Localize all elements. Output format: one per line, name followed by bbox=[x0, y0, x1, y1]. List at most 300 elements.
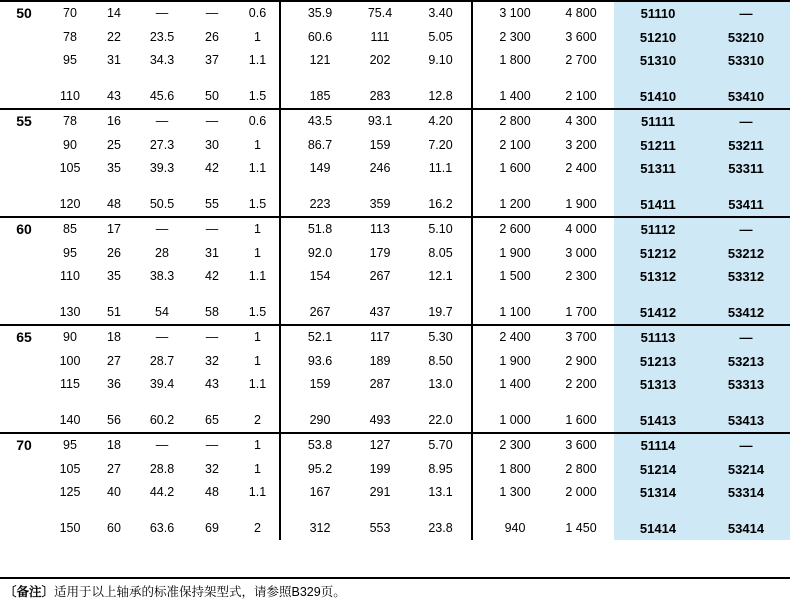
cell-height: 40 bbox=[107, 485, 121, 499]
cell-limiting-speed-oil: 3 600 bbox=[548, 433, 614, 458]
cell-spacer bbox=[548, 505, 614, 517]
cell-bearing-number-single: 51210 bbox=[614, 26, 702, 50]
cell-basic-static-load: 283 bbox=[369, 88, 391, 103]
cell-allowable-axial-load: 5.05 bbox=[410, 26, 472, 50]
cell-gap-1 bbox=[280, 134, 290, 158]
cell-outer-diameter: 150 bbox=[59, 520, 81, 535]
cell-limiting-speed-oil: 3 600 bbox=[565, 29, 597, 44]
cell-limiting-speed-oil: 1 700 bbox=[565, 304, 597, 319]
cell-gap-1 bbox=[280, 350, 290, 374]
cell-d1: — bbox=[136, 217, 188, 242]
cell-bore-diameter bbox=[0, 157, 48, 181]
cell-bore-diameter: 55 bbox=[0, 109, 48, 134]
cell-chamfer: 1 bbox=[236, 325, 280, 350]
cell-gap-2 bbox=[472, 265, 482, 289]
cell-basic-static-load: 493 bbox=[369, 412, 391, 427]
cell-basic-static-load: 199 bbox=[369, 461, 391, 476]
cell-basic-static-load: 287 bbox=[369, 377, 391, 391]
cell-limiting-speed-grease: 1 600 bbox=[499, 161, 531, 175]
cell-basic-static-load: 75.4 bbox=[350, 1, 410, 26]
table-row bbox=[0, 325, 790, 350]
cell-limiting-speed-grease: 1 800 bbox=[499, 53, 531, 67]
cell-limiting-speed-oil: 4 300 bbox=[548, 109, 614, 134]
cell-spacer bbox=[482, 289, 548, 301]
cell-gap-2 bbox=[472, 373, 482, 397]
cell-spacer bbox=[236, 397, 280, 409]
row-spacer bbox=[0, 505, 790, 517]
cell-spacer bbox=[702, 397, 790, 409]
cell-basic-dynamic-load: 159 bbox=[309, 377, 331, 391]
cell-d2: 26 bbox=[205, 29, 219, 44]
cell-d2: 32 bbox=[205, 461, 219, 476]
cell-limiting-speed-oil: 3 200 bbox=[565, 137, 597, 152]
footer-note-text: 适用于以上轴承的标准保持架型式，请参照B329页。 bbox=[54, 585, 346, 599]
cell-basic-dynamic-load: 267 bbox=[309, 304, 331, 319]
cell-allowable-axial-load: 12.8 bbox=[410, 85, 472, 110]
cell-allowable-axial-load: 5.10 bbox=[410, 217, 472, 242]
cell-limiting-speed-oil: 2 000 bbox=[565, 485, 597, 499]
cell-limiting-speed-oil: 2 800 bbox=[565, 461, 597, 476]
cell-chamfer: 0.6 bbox=[236, 109, 280, 134]
cell-bearing-number-double: 53414 bbox=[702, 517, 790, 541]
cell-bore-diameter bbox=[0, 350, 48, 374]
cell-height: 36 bbox=[107, 377, 121, 391]
cell-height: 18 bbox=[92, 433, 136, 458]
cell-spacer bbox=[136, 397, 188, 409]
cell-gap-2 bbox=[472, 325, 482, 350]
cell-bore-diameter bbox=[0, 26, 48, 50]
cell-bearing-number-double: 53311 bbox=[702, 157, 790, 181]
cell-bearing-number-double: — bbox=[702, 433, 790, 458]
cell-spacer bbox=[702, 289, 790, 301]
cell-allowable-axial-load: 16.2 bbox=[410, 193, 472, 218]
cell-d1: — bbox=[136, 325, 188, 350]
table-body bbox=[0, 1, 790, 540]
cell-chamfer: 0.6 bbox=[236, 1, 280, 26]
cell-bearing-number-double: — bbox=[702, 109, 790, 134]
cell-gap-1 bbox=[280, 325, 290, 350]
cell-allowable-axial-load: 13.1 bbox=[410, 481, 472, 505]
cell-bearing-number-double: 53312 bbox=[702, 265, 790, 289]
cell-d1: 50.5 bbox=[149, 196, 175, 211]
cell-limiting-speed-grease: 1 400 bbox=[499, 377, 531, 391]
cell-bore-diameter bbox=[0, 373, 48, 397]
cell-limiting-speed-oil: 1 600 bbox=[565, 412, 597, 427]
cell-chamfer: 1 bbox=[236, 242, 280, 266]
cell-gap-2 bbox=[472, 433, 482, 458]
cell-limiting-speed-oil: 1 900 bbox=[565, 196, 597, 211]
cell-d2: — bbox=[188, 217, 236, 242]
cell-d1: 28.7 bbox=[149, 353, 175, 368]
cell-gap-2 bbox=[472, 1, 482, 26]
cell-spacer bbox=[136, 181, 188, 193]
cell-height: 51 bbox=[107, 304, 121, 319]
cell-gap-2 bbox=[472, 134, 482, 158]
cell-basic-dynamic-load: 290 bbox=[309, 412, 331, 427]
cell-bearing-number-single: 51313 bbox=[614, 373, 702, 397]
cell-d1: 54 bbox=[155, 304, 169, 319]
cell-spacer bbox=[188, 505, 236, 517]
cell-bore-diameter bbox=[0, 193, 48, 218]
cell-bearing-number-double: 53313 bbox=[702, 373, 790, 397]
cell-spacer bbox=[290, 181, 350, 193]
cell-bearing-number-single: 51310 bbox=[614, 49, 702, 73]
cell-bearing-number-single: 51213 bbox=[614, 350, 702, 374]
cell-spacer bbox=[350, 289, 410, 301]
cell-spacer bbox=[92, 505, 136, 517]
cell-d1: 39.3 bbox=[149, 161, 175, 175]
cell-allowable-axial-load: 9.10 bbox=[410, 49, 472, 73]
cell-outer-diameter: 85 bbox=[48, 217, 92, 242]
cell-basic-static-load: 159 bbox=[369, 137, 391, 152]
cell-bearing-number-single: 51311 bbox=[614, 157, 702, 181]
table-row bbox=[0, 193, 790, 218]
cell-basic-dynamic-load: 185 bbox=[309, 88, 331, 103]
cell-bore-diameter bbox=[0, 409, 48, 434]
cell-bore-diameter: 60 bbox=[0, 217, 48, 242]
cell-bearing-number-single: 51211 bbox=[614, 134, 702, 158]
cell-outer-diameter: 90 bbox=[63, 137, 77, 152]
cell-limiting-speed-oil: 3 000 bbox=[565, 245, 597, 260]
table-row bbox=[0, 481, 790, 505]
cell-d1: — bbox=[136, 1, 188, 26]
cell-spacer bbox=[92, 397, 136, 409]
cell-allowable-axial-load: 5.70 bbox=[410, 433, 472, 458]
cell-bore-diameter bbox=[0, 134, 48, 158]
cell-spacer bbox=[482, 181, 548, 193]
cell-gap-2 bbox=[472, 85, 482, 110]
cell-spacer bbox=[136, 505, 188, 517]
cell-bearing-number-double: — bbox=[702, 217, 790, 242]
cell-basic-dynamic-load: 86.7 bbox=[307, 137, 333, 152]
cell-basic-dynamic-load: 154 bbox=[309, 269, 331, 283]
cell-height: 35 bbox=[107, 269, 121, 283]
cell-basic-dynamic-load: 43.5 bbox=[290, 109, 350, 134]
cell-spacer bbox=[0, 181, 48, 193]
cell-height: 27 bbox=[107, 353, 121, 368]
cell-spacer bbox=[188, 181, 236, 193]
cell-basic-static-load: 113 bbox=[350, 217, 410, 242]
cell-chamfer: 1.5 bbox=[236, 193, 280, 218]
cell-basic-dynamic-load: 95.2 bbox=[307, 461, 333, 476]
cell-gap-1 bbox=[280, 409, 290, 434]
cell-basic-static-load: 202 bbox=[369, 53, 391, 67]
cell-outer-diameter: 95 bbox=[63, 53, 77, 67]
cell-bearing-number-double: 53410 bbox=[702, 85, 790, 110]
cell-gap-2 bbox=[472, 242, 482, 266]
cell-bore-diameter bbox=[0, 265, 48, 289]
cell-height: 56 bbox=[107, 412, 121, 427]
cell-outer-diameter: 70 bbox=[48, 1, 92, 26]
cell-spacer bbox=[472, 73, 482, 85]
cell-spacer bbox=[48, 289, 92, 301]
cell-outer-diameter: 105 bbox=[59, 161, 81, 175]
cell-bearing-number-double: 53413 bbox=[702, 409, 790, 434]
cell-bore-diameter bbox=[0, 517, 48, 541]
cell-spacer bbox=[702, 73, 790, 85]
cell-spacer bbox=[280, 289, 290, 301]
cell-allowable-axial-load: 8.95 bbox=[410, 458, 472, 482]
cell-spacer bbox=[472, 505, 482, 517]
cell-gap-1 bbox=[280, 26, 290, 50]
cell-limiting-speed-oil: 2 400 bbox=[565, 161, 597, 175]
cell-gap-1 bbox=[280, 481, 290, 505]
cell-chamfer: 1 bbox=[236, 217, 280, 242]
cell-spacer bbox=[410, 505, 472, 517]
cell-gap-1 bbox=[280, 373, 290, 397]
cell-limiting-speed-grease: 2 400 bbox=[482, 325, 548, 350]
footer-note-label: 〔备注〕 bbox=[4, 585, 55, 599]
cell-allowable-axial-load: 19.7 bbox=[410, 301, 472, 326]
footer-note bbox=[0, 577, 790, 603]
table-row bbox=[0, 49, 790, 73]
cell-spacer bbox=[472, 289, 482, 301]
cell-spacer bbox=[136, 73, 188, 85]
cell-spacer bbox=[702, 181, 790, 193]
cell-bore-diameter: 70 bbox=[0, 433, 48, 458]
cell-gap-1 bbox=[280, 1, 290, 26]
cell-height: 16 bbox=[92, 109, 136, 134]
table-row bbox=[0, 458, 790, 482]
cell-d1: 60.2 bbox=[149, 412, 175, 427]
table-row bbox=[0, 134, 790, 158]
cell-d1: 39.4 bbox=[149, 377, 175, 391]
cell-bearing-number-single: 51413 bbox=[614, 409, 702, 434]
cell-outer-diameter: 78 bbox=[63, 29, 77, 44]
cell-d1: — bbox=[136, 433, 188, 458]
cell-bearing-number-single: 51314 bbox=[614, 481, 702, 505]
cell-spacer bbox=[482, 73, 548, 85]
cell-basic-static-load: 437 bbox=[369, 304, 391, 319]
cell-basic-dynamic-load: 51.8 bbox=[290, 217, 350, 242]
cell-gap-2 bbox=[472, 301, 482, 326]
cell-limiting-speed-grease: 1 500 bbox=[499, 269, 531, 283]
cell-spacer bbox=[290, 397, 350, 409]
cell-bearing-number-single: 51410 bbox=[614, 85, 702, 110]
cell-limiting-speed-grease: 2 600 bbox=[482, 217, 548, 242]
cell-chamfer: 1.1 bbox=[236, 481, 280, 505]
cell-chamfer: 1.1 bbox=[236, 49, 280, 73]
cell-d2: 65 bbox=[205, 412, 219, 427]
cell-limiting-speed-grease: 1 800 bbox=[499, 461, 531, 476]
cell-bore-diameter bbox=[0, 85, 48, 110]
cell-chamfer: 1.1 bbox=[236, 373, 280, 397]
cell-limiting-speed-grease: 2 300 bbox=[482, 433, 548, 458]
cell-spacer bbox=[548, 289, 614, 301]
cell-bearing-number-single: 51414 bbox=[614, 517, 702, 541]
cell-limiting-speed-oil: 1 450 bbox=[565, 520, 597, 535]
table-row bbox=[0, 373, 790, 397]
table-row bbox=[0, 1, 790, 26]
cell-spacer bbox=[472, 397, 482, 409]
cell-outer-diameter: 100 bbox=[59, 353, 81, 368]
cell-basic-static-load: 179 bbox=[369, 245, 391, 260]
cell-allowable-axial-load: 12.1 bbox=[410, 265, 472, 289]
cell-spacer bbox=[482, 505, 548, 517]
cell-d2: — bbox=[188, 325, 236, 350]
cell-outer-diameter: 95 bbox=[63, 245, 77, 260]
cell-bearing-number-single: 51113 bbox=[614, 325, 702, 350]
cell-spacer bbox=[48, 73, 92, 85]
cell-gap-1 bbox=[280, 49, 290, 73]
cell-gap-2 bbox=[472, 517, 482, 541]
cell-spacer bbox=[410, 73, 472, 85]
cell-d1: 63.6 bbox=[149, 520, 175, 535]
cell-limiting-speed-grease: 1 900 bbox=[499, 353, 531, 368]
cell-basic-dynamic-load: 93.6 bbox=[307, 353, 333, 368]
cell-spacer bbox=[92, 289, 136, 301]
cell-bearing-number-double: 53212 bbox=[702, 242, 790, 266]
cell-spacer bbox=[614, 73, 702, 85]
cell-limiting-speed-grease: 1 100 bbox=[499, 304, 531, 319]
cell-allowable-axial-load: 8.05 bbox=[410, 242, 472, 266]
cell-chamfer: 1.5 bbox=[236, 85, 280, 110]
cell-bore-diameter bbox=[0, 301, 48, 326]
cell-chamfer: 1 bbox=[236, 350, 280, 374]
cell-bearing-number-double: 53412 bbox=[702, 301, 790, 326]
cell-limiting-speed-grease: 3 100 bbox=[482, 1, 548, 26]
cell-d1: 45.6 bbox=[149, 88, 175, 103]
cell-bearing-number-double: — bbox=[702, 325, 790, 350]
cell-limiting-speed-grease: 2 300 bbox=[499, 29, 531, 44]
cell-height: 18 bbox=[92, 325, 136, 350]
cell-d2: 50 bbox=[205, 88, 219, 103]
cell-basic-static-load: 111 bbox=[370, 29, 390, 44]
cell-bearing-number-double: 53310 bbox=[702, 49, 790, 73]
cell-outer-diameter: 78 bbox=[48, 109, 92, 134]
cell-spacer bbox=[290, 73, 350, 85]
cell-d1: 38.3 bbox=[149, 269, 175, 283]
cell-d2: 31 bbox=[205, 245, 219, 260]
cell-spacer bbox=[614, 289, 702, 301]
cell-d1: 34.3 bbox=[149, 53, 175, 67]
cell-spacer bbox=[350, 505, 410, 517]
cell-d1: 28.8 bbox=[149, 461, 175, 476]
cell-gap-2 bbox=[472, 109, 482, 134]
cell-basic-static-load: 127 bbox=[350, 433, 410, 458]
cell-d1: 27.3 bbox=[149, 137, 175, 152]
cell-gap-1 bbox=[280, 157, 290, 181]
table-row bbox=[0, 217, 790, 242]
cell-gap-1 bbox=[280, 242, 290, 266]
cell-allowable-axial-load: 5.30 bbox=[410, 325, 472, 350]
cell-gap-1 bbox=[280, 217, 290, 242]
table-row bbox=[0, 265, 790, 289]
cell-limiting-speed-oil: 2 300 bbox=[565, 269, 597, 283]
cell-bore-diameter bbox=[0, 49, 48, 73]
table-row bbox=[0, 409, 790, 434]
cell-chamfer: 2 bbox=[236, 409, 280, 434]
cell-basic-dynamic-load: 53.8 bbox=[290, 433, 350, 458]
cell-bore-diameter bbox=[0, 481, 48, 505]
cell-gap-1 bbox=[280, 193, 290, 218]
cell-spacer bbox=[548, 181, 614, 193]
cell-allowable-axial-load: 13.0 bbox=[410, 373, 472, 397]
cell-spacer bbox=[614, 505, 702, 517]
cell-spacer bbox=[0, 397, 48, 409]
cell-limiting-speed-oil: 2 200 bbox=[565, 377, 597, 391]
cell-gap-2 bbox=[472, 409, 482, 434]
row-spacer bbox=[0, 397, 790, 409]
cell-d1: 28 bbox=[155, 245, 169, 260]
cell-bearing-number-double: 53210 bbox=[702, 26, 790, 50]
cell-basic-dynamic-load: 92.0 bbox=[307, 245, 333, 260]
cell-basic-dynamic-load: 167 bbox=[309, 485, 331, 499]
cell-height: 48 bbox=[107, 196, 121, 211]
cell-spacer bbox=[92, 73, 136, 85]
cell-spacer bbox=[614, 397, 702, 409]
cell-spacer bbox=[410, 181, 472, 193]
cell-spacer bbox=[472, 181, 482, 193]
cell-limiting-speed-oil: 2 900 bbox=[565, 353, 597, 368]
cell-d1: 23.5 bbox=[149, 29, 175, 44]
cell-bore-diameter bbox=[0, 458, 48, 482]
cell-d2: 48 bbox=[205, 485, 219, 499]
cell-spacer bbox=[548, 73, 614, 85]
cell-limiting-speed-oil: 3 700 bbox=[548, 325, 614, 350]
cell-spacer bbox=[48, 397, 92, 409]
cell-basic-static-load: 359 bbox=[369, 196, 391, 211]
cell-d2: — bbox=[188, 1, 236, 26]
cell-spacer bbox=[290, 289, 350, 301]
cell-allowable-axial-load: 11.1 bbox=[410, 157, 472, 181]
cell-basic-static-load: 93.1 bbox=[350, 109, 410, 134]
cell-outer-diameter: 90 bbox=[48, 325, 92, 350]
cell-spacer bbox=[280, 181, 290, 193]
cell-bearing-number-double: — bbox=[702, 1, 790, 26]
cell-bearing-number-double: 53214 bbox=[702, 458, 790, 482]
cell-outer-diameter: 110 bbox=[60, 88, 80, 103]
cell-spacer bbox=[702, 505, 790, 517]
cell-limiting-speed-grease: 1 200 bbox=[499, 196, 531, 211]
cell-allowable-axial-load: 23.8 bbox=[410, 517, 472, 541]
cell-basic-static-load: 117 bbox=[350, 325, 410, 350]
cell-height: 43 bbox=[107, 88, 121, 103]
cell-spacer bbox=[188, 289, 236, 301]
cell-spacer bbox=[350, 73, 410, 85]
cell-chamfer: 1.5 bbox=[236, 301, 280, 326]
cell-basic-static-load: 291 bbox=[369, 485, 391, 499]
cell-limiting-speed-grease: 2 800 bbox=[482, 109, 548, 134]
cell-basic-dynamic-load: 149 bbox=[309, 161, 331, 175]
cell-d2: 32 bbox=[205, 353, 219, 368]
cell-height: 17 bbox=[92, 217, 136, 242]
cell-d2: 58 bbox=[205, 304, 219, 319]
cell-gap-1 bbox=[280, 301, 290, 326]
cell-height: 25 bbox=[107, 137, 121, 152]
cell-limiting-speed-grease: 1 400 bbox=[499, 88, 531, 103]
cell-spacer bbox=[48, 181, 92, 193]
cell-spacer bbox=[614, 181, 702, 193]
cell-bore-diameter: 50 bbox=[0, 1, 48, 26]
cell-d2: 43 bbox=[205, 377, 219, 391]
cell-bearing-number-double: 53211 bbox=[702, 134, 790, 158]
cell-limiting-speed-grease: 940 bbox=[504, 520, 526, 535]
cell-gap-2 bbox=[472, 350, 482, 374]
cell-gap-2 bbox=[472, 217, 482, 242]
cell-gap-1 bbox=[280, 265, 290, 289]
cell-gap-1 bbox=[280, 85, 290, 110]
cell-gap-1 bbox=[280, 458, 290, 482]
cell-basic-dynamic-load: 223 bbox=[309, 196, 331, 211]
table-row bbox=[0, 26, 790, 50]
cell-height: 35 bbox=[107, 161, 121, 175]
cell-spacer bbox=[290, 505, 350, 517]
cell-chamfer: 1 bbox=[236, 458, 280, 482]
cell-outer-diameter: 105 bbox=[59, 461, 81, 476]
table-row bbox=[0, 85, 790, 110]
cell-spacer bbox=[410, 397, 472, 409]
